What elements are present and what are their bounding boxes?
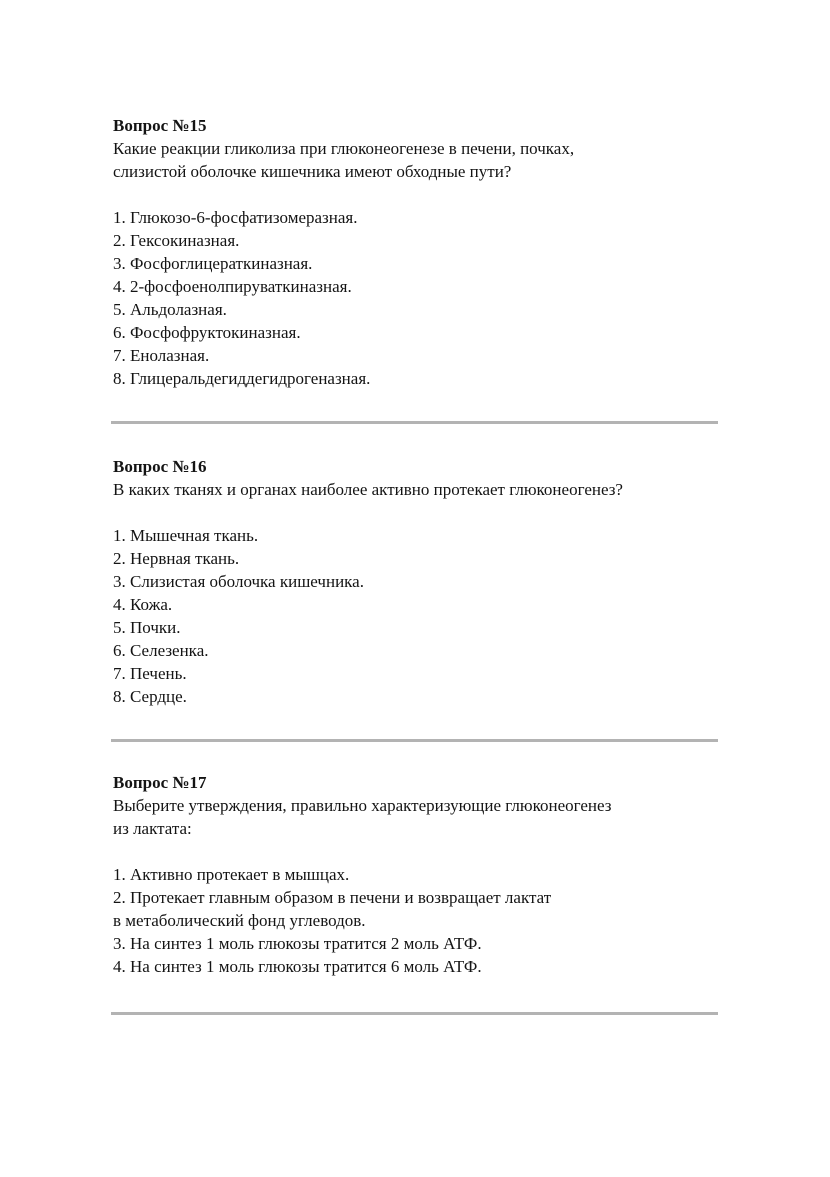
answer-option: 2. Гексокиназная.	[113, 231, 240, 250]
question-title: Вопрос №17	[113, 773, 207, 792]
question-text: В каких тканях и органах наиболее активно протекает глюконеогенез?	[113, 480, 623, 499]
answer-option: 2. Протекает главным образом в печени и возвращает лактат в метаболический фонд углеводов.	[113, 888, 552, 930]
section-divider	[111, 739, 718, 742]
question-block-16	[113, 455, 723, 708]
answer-option: 5. Почки.	[113, 618, 181, 637]
answer-option: 4. На синтез 1 моль глюкозы тратится 6 моль АТФ.	[113, 957, 482, 976]
answer-option: 7. Печень.	[113, 664, 187, 683]
answer-option: 3. Фосфоглицераткиназная.	[113, 254, 313, 273]
answer-options-list	[113, 524, 723, 708]
answer-option: 6. Фосфофруктокиназная.	[113, 323, 301, 342]
answer-option: 3. Слизистая оболочка кишечника.	[113, 572, 364, 591]
answer-option: 2. Нервная ткань.	[113, 549, 240, 568]
answer-option: 1. Глюкозо-6-фосфатизомеразная.	[113, 208, 358, 227]
question-block-15	[113, 114, 723, 390]
answer-option: 4. Кожа.	[113, 595, 173, 614]
answer-option: 3. На синтез 1 моль глюкозы тратится 2 моль АТФ.	[113, 934, 482, 953]
question-title: Вопрос №15	[113, 116, 207, 135]
answer-option: 5. Альдолазная.	[113, 300, 227, 319]
section-divider	[111, 1012, 718, 1015]
answer-option: 6. Селезенка.	[113, 641, 209, 660]
answer-option: 8. Сердце.	[113, 687, 187, 706]
answer-option: 4. 2-фосфоенолпируваткиназная.	[113, 277, 352, 296]
question-text: Какие реакции гликолиза при глюконеогенезе в печени, почках, слизистой оболочке кишечника имеют обходные пути?	[113, 139, 575, 181]
question-block-17	[113, 771, 723, 978]
section-divider	[111, 421, 718, 424]
question-title: Вопрос №16	[113, 457, 207, 476]
question-text: Выберите утверждения, правильно характеризующие глюконеогенез из лактата:	[113, 796, 612, 838]
answer-option: 1. Мышечная ткань.	[113, 526, 259, 545]
answer-options-list	[113, 863, 723, 978]
answer-options-list	[113, 206, 723, 390]
answer-option: 1. Активно протекает в мышцах.	[113, 865, 350, 884]
answer-option: 8. Глицеральдегиддегидрогеназная.	[113, 369, 371, 388]
answer-option: 7. Енолазная.	[113, 346, 210, 365]
